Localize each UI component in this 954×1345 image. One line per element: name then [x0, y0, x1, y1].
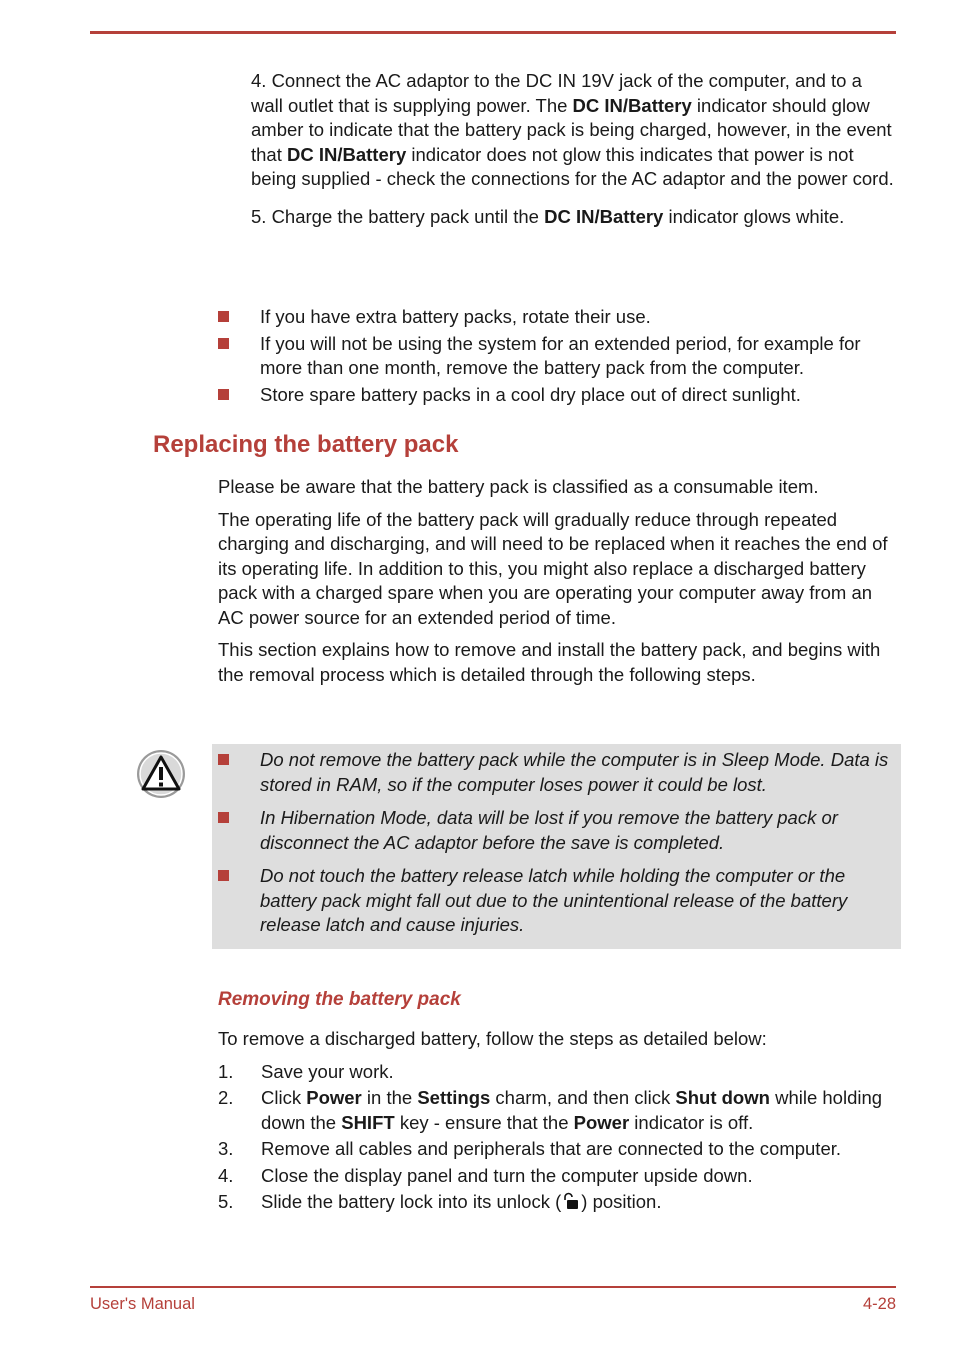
list-item: Do not touch the battery release latch while holding the computer or the battery pack might fall out due to the unintentional release of the battery release latch and cause injuries.: [217, 864, 901, 938]
section-body: [218, 475, 890, 687]
header-rule: [90, 31, 896, 34]
charging-steps: [251, 69, 896, 229]
bullet-marker: [218, 754, 229, 765]
list-item: 4. Close the display panel and turn the computer upside down.: [218, 1164, 753, 1186]
section-heading: Replacing the battery pack: [153, 431, 459, 458]
bullet-marker: [218, 389, 229, 400]
caution-box: [212, 744, 901, 949]
footer-title: User's Manual: [90, 1295, 195, 1313]
battery-tips: [217, 305, 907, 407]
list-item: 3. Remove all cables and peripherals that are connected to the computer.: [218, 1138, 842, 1159]
list-item: In Hibernation Mode, data will be lost if you remove the battery pack or disconnect the AC adaptor before the save is completed.: [217, 806, 901, 855]
step-5: 5. Charge the battery pack until the DC IN/Battery indicator glows white.: [251, 205, 845, 227]
subsection-heading: Removing the battery pack: [218, 989, 461, 1010]
paragraph: Please be aware that the battery pack is classified as a consumable item.: [218, 476, 819, 497]
paragraph: The operating life of the battery pack will gradually reduce through repeated charging and discharging, and will need to be replaced when it reaches the end of its operating life. In addition to this, you might also replace a discharged battery pack with a charged spare when you are operating your computer away from an AC power source for an extended period of time.: [218, 508, 888, 628]
list-item: 5. Slide the battery lock into its unlock ( ) position.: [218, 1191, 662, 1212]
list-item: Store spare battery packs in a cool dry place out of direct sunlight.: [217, 383, 907, 408]
list-item: If you will not be using the system for an extended period, for example for more than one month, remove the battery pack from the computer.: [217, 332, 907, 381]
bullet-marker: [218, 812, 229, 823]
list-item: 2. Click Power in the Settings charm, and then click Shut down while holding down the SHIFT key - ensure that the Power indicator is off.: [218, 1087, 883, 1133]
bullet-marker: [218, 870, 229, 881]
list-item: Do not remove the battery pack while the computer is in Sleep Mode. Data is stored in RAM, so if the computer loses power it could be lost.: [217, 748, 901, 797]
paragraph: To remove a discharged battery, follow the steps as detailed below:: [218, 1028, 767, 1049]
bullet-marker: [218, 338, 229, 349]
footer-rule: [90, 1286, 896, 1288]
unlock-icon: [561, 1191, 581, 1211]
list-item: If you have extra battery packs, rotate their use.: [217, 305, 907, 330]
list-item: 1. Save your work.: [218, 1060, 394, 1082]
removal-instructions: [218, 1027, 890, 1217]
step-4: 4. Connect the AC adaptor to the DC IN 19V jack of the computer, and to a wall outlet that is supplying power. The DC IN/Battery indicator should glow amber to indicate that the battery pack is being charged, however, in the event that DC IN/Battery indicator does not glow this indicates that power is not being supplied - check the connections for the AC adaptor and the power cord.: [251, 70, 894, 189]
paragraph: This section explains how to remove and install the battery pack, and begins with the removal process which is detailed through the following steps.: [218, 639, 881, 685]
bullet-marker: [218, 311, 229, 322]
page-number: 4-28: [862, 1295, 896, 1313]
removal-steps: [218, 1060, 890, 1215]
warning-triangle-icon: [135, 748, 187, 800]
